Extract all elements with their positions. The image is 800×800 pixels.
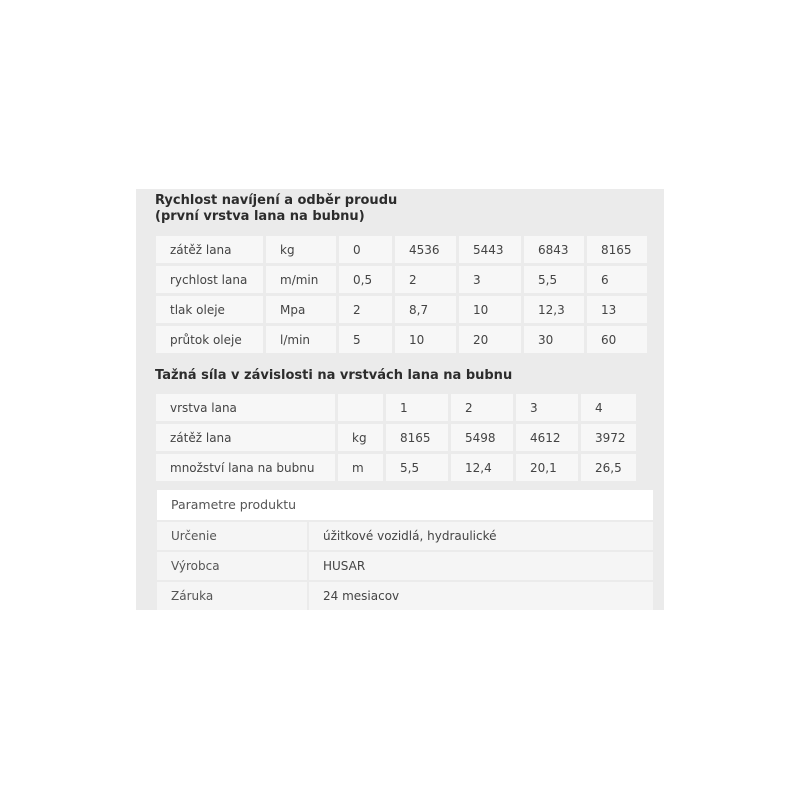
table-cell: 4 <box>581 394 636 421</box>
param-value: 24 mesiacov <box>323 589 400 603</box>
table-cell: 5,5 <box>386 454 448 481</box>
table-cell: 6843 <box>524 236 584 263</box>
param-key: Záruka <box>157 582 309 610</box>
table-cell: 20 <box>459 326 521 353</box>
pulling-force-table <box>153 391 639 484</box>
table-cell: 1 <box>386 394 448 421</box>
table-cell: 13 <box>587 296 647 323</box>
row-unit: l/min <box>266 326 336 353</box>
table-cell: 2 <box>395 266 456 293</box>
table-cell: 5 <box>339 326 392 353</box>
table-row <box>156 296 647 323</box>
row-unit: Mpa <box>266 296 336 323</box>
row-unit: kg <box>266 236 336 263</box>
param-row-purpose <box>157 522 653 550</box>
table-cell: 3972 <box>581 424 636 451</box>
row-label: zátěž lana <box>156 424 335 451</box>
row-label: tlak oleje <box>156 296 263 323</box>
table-row <box>156 236 647 263</box>
table-cell: 8165 <box>587 236 647 263</box>
winding-speed-table <box>153 233 650 356</box>
row-label: zátěž lana <box>156 236 263 263</box>
table-row <box>156 266 647 293</box>
row-label: průtok oleje <box>156 326 263 353</box>
row-label: vrstva lana <box>156 394 335 421</box>
table-cell: 3 <box>459 266 521 293</box>
table-cell: 12,3 <box>524 296 584 323</box>
param-key: Výrobca <box>157 552 309 580</box>
table-cell: 20,1 <box>516 454 578 481</box>
row-unit <box>338 394 383 421</box>
section1-title-line1: Rychlost navíjení a odběr proudu <box>155 193 398 208</box>
product-parameters-title: Parametre produktu <box>157 490 653 520</box>
section2-heading: Tažná síla v závislosti na vrstvách lana na bubnu <box>155 368 513 383</box>
table-row <box>156 394 636 421</box>
param-value: úžitkové vozidlá, hydraulické <box>323 529 497 543</box>
table-cell: 60 <box>587 326 647 353</box>
table-row <box>156 326 647 353</box>
table-cell: 30 <box>524 326 584 353</box>
table-cell: 26,5 <box>581 454 636 481</box>
section1-heading <box>155 193 397 225</box>
table-cell: 5498 <box>451 424 513 451</box>
param-value: HUSAR <box>323 559 366 573</box>
table-cell: 10 <box>395 326 456 353</box>
table-cell: 0 <box>339 236 392 263</box>
param-row-warranty <box>157 582 653 610</box>
row-unit: m <box>338 454 383 481</box>
table-cell: 2 <box>339 296 392 323</box>
table-cell: 3 <box>516 394 578 421</box>
row-label: množství lana na bubnu <box>156 454 335 481</box>
table-cell: 5443 <box>459 236 521 263</box>
table-cell: 8,7 <box>395 296 456 323</box>
row-label: rychlost lana <box>156 266 263 293</box>
spec-panel <box>136 189 664 610</box>
section1-title-line2: (první vrstva lana na bubnu) <box>155 209 365 224</box>
table-cell: 0,5 <box>339 266 392 293</box>
row-unit: kg <box>338 424 383 451</box>
product-parameters <box>157 490 653 612</box>
table-cell: 8165 <box>386 424 448 451</box>
table-cell: 10 <box>459 296 521 323</box>
table-cell: 5,5 <box>524 266 584 293</box>
table-cell: 4612 <box>516 424 578 451</box>
row-unit: m/min <box>266 266 336 293</box>
table-cell: 4536 <box>395 236 456 263</box>
table-row <box>156 454 636 481</box>
table-cell: 12,4 <box>451 454 513 481</box>
param-row-manufacturer <box>157 552 653 580</box>
table-row <box>156 424 636 451</box>
table-cell: 6 <box>587 266 647 293</box>
param-key: Určenie <box>157 522 309 550</box>
table-cell: 2 <box>451 394 513 421</box>
